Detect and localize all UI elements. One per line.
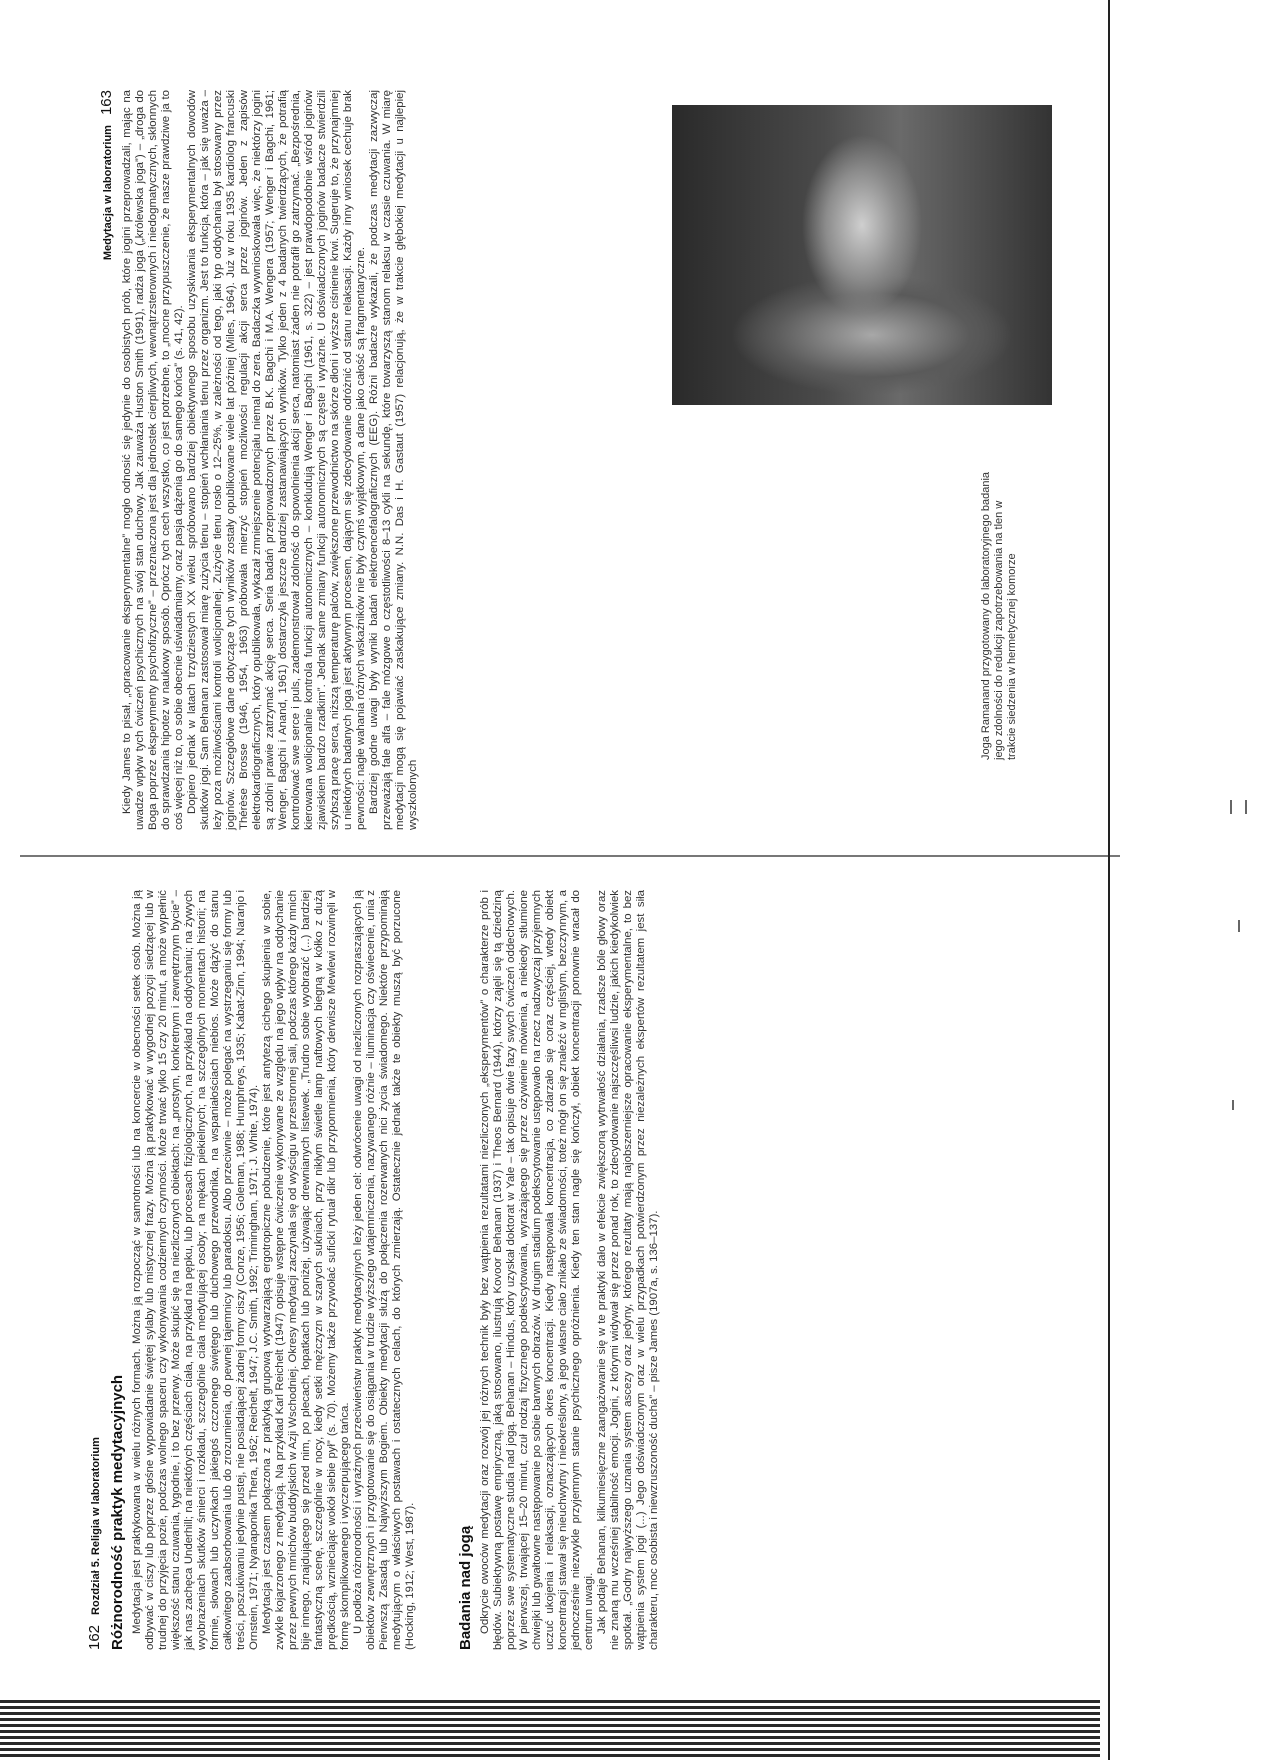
- photo-caption: Joga Ramanand przygotowany do laboratoryjnego badania jego zdolności do redukcji zapotrzebowania na tlen w trakcie siedzenia w hermetycznej komorze: [980, 471, 1018, 760]
- running-head: Medytacja w laboratorium: [102, 125, 114, 261]
- paragraph: Bardziej godne uwagi były wyniki badań elektroencefalograficznych (EEG). Różni badacze wykazali, że podczas medytacji zazwyczaj przeważają fale alfa – fale mózgowe o częstotliwości 8–13 cykli na sekundę, które towarzyszą stanom relaksu w czasie czuwania. W miarę medytacji mogą się pojawiać zaskakujące zmiany. N.N. Das i H. Gastaut (1957) relacjonują, że w trakcie głębokiej medytacji u najlepiej wyszkolonych: [368, 90, 419, 830]
- right-page: [100, 90, 420, 830]
- paragraph: Medytacja jest czasem połączona z praktyką grupową wytwarzającą ergotropiczne pobudzenie, które jest antytezą cichego skupienia w sobie, zwykle kojarzonego z medytacją. Na przykład Karl Reichelt (1947) opisuje wstępne ćwiczenie wykonywane ze względu na jego wpływ na oddychanie przez pewnych mnichów buddyjskich w Azji Wschodniej. Okresy medytacji zaczynała się od wyścigu w przestronnej sali, podczas którego każdy mnich bije innego, znajdującego się przed nim, po plecach, łopatkach lub poniżej, używając drewnianych listewek. „Trudno sobie wyobrazić (...) bardziej fantastyczną scenę, szczególnie w nocy, kiedy setki mężczyzn w szarych sukniach, przy nikłym świetle lamp naftowych biegną w kółko z dużą prędkością, wznieciając wokół siebie pył” (s. 70). Możemy także przywołać sufickí rytuał dikr lub przypomnienia, który derwisze Mewlewi rozwinęli w formę skomplikowanego i wyczerpującego tańca.: [261, 890, 351, 1650]
- right-page-header: [100, 90, 115, 830]
- page-number: 163: [98, 90, 115, 116]
- paragraph: Medytacja jest praktykowana w wielu różnych formach. Można ją rozpocząć w samotności lub na koncercie w obecności setek osób. Można ją odbywać w ciszy lub poprzez głośne wypowiadanie świętej sylaby lub mistycznej frazy. Można ją praktykować w wygodnej pozycji siedzącej lub w trudnej do przyjęcia pozie, podczas wolnego spaceru czy wykonywania codziennych czynności. Może trwać tylko 15 czy 20 minut, a może wypełnić większość stanu czuwania, tygodnie, i to bez przerwy. Może skupić się na niezliczonych obiektach: na „prostym, konkretnym i zewnętrznym bycie” – jak nas zachęca Underhill; na niektórych częściach ciała, na przykład na pępku, lub procesach fizjologicznych, na przykład na oddychaniu; na żywych wyobrażeniach skutków śmierci i rozkładu, szczególnie ciała medytującej osoby; na mękach piekielnych; na szczególnych momentach historii; na formie, słowach lub uczynkach jakiegoś czczonego świętego lub duchowego przewodnika, na wspaniałościach niebios. Może dążyć do stanu całkowitego zaabsorbowania lub do zrozumienia, do pewnej tajemnicy lub paradoksu. Albo przeciwnie – może polegać na wystrzeganiu się formy lub treści, poszukiwaniu jedynie pustej, nie posiadającej żadnej formy ciszy (Conze, 1956; Goleman, 1988; Humphreys, 1935; Kabat-Zinn, 1994; Naranjo i Ornstein, 1971; Nyanaponika Thera, 1962; Reichelt, 1947; J.C. Smith, 1992; Trimingham, 1971; J. White, 1974).: [131, 890, 260, 1650]
- paragraph: Odkrycie owoców medytacji oraz rozwój jej różnych technik były bez wątpienia rezultatami niezliczonych „eksperymentów” o charakterze prób i błędów. Subiektywną postawę empiryczną, jaką stosowano, ilustrują Kovoor Behanan (1937) i Theos Bernard (1944), którzy zajęli się tą dziedziną poprzez swe systematyczne studia nad jogą. Behanan – Hindus, który uzyskał doktorat w Yale – tak opisuje dwie fazy swych ćwiczeń oddechowych. W pierwszej, trwającej 15–20 minut, czuł rodzaj fizycznego podekscytowania, wyrażającego się przez ożywienie mówienia, a niekiedy stłumione chwiejki lub gwałtowne następowanie po sobie barwnych obrazów. W drugim stadium podekscytowanie ustępowało na rzecz nadzwyczaj przyjemnych uczuć ukojenia i relaksacji, oznaczających okres koncentracji. Kiedy następowała koncentracja, co zdarzało się coraz częściej, wtedy obiekt koncentracji stawał się nieuchwytny i nieokreślony, a jego własne ciało znikało ze świadomości, toteż mógł on się znaleźć w mglistym, bezczynnym, a jednocześnie niezwykle przyjemnym stanie psychicznego opróżnienia. Kiedy ten stan nagle się kończył, obiekt koncentracji ponownie wracał do centrum uwagi.: [479, 890, 595, 1650]
- scan-speck: [1238, 920, 1240, 932]
- scanner-edge-stripes: [0, 1700, 1100, 1760]
- section-title: Badania nad jogą: [457, 1525, 474, 1650]
- paragraph: Dopiero jednak w latach trzydziestych XX wieku spróbowano bardziej obiektywnego sposobu uzyskiwania eksperymentalnych dowodów skutków jogi. Sam Behanan zastosował miarę zużycia tlenu – stopień wchłaniania tlenu przez organizm. Jest to funkcja, która – jak się uważa – leży poza możliwościami kontroli wolicjonalnej. Zużycie tlenu rosło o 12–25%, w zależności od tego, jaki typ oddychania był stosowany przez joginów. Szczegółowe dane dotyczące tych wyników zostały opublikowane wiele lat później (Miles, 1964). Już w roku 1935 kardiolog francuski Thérèse Brosse (1946, 1954, 1963) próbowała mierzyć stopień możliwości regulacji akcji serca przez joginów. Jeden z zapisów elektrokardiograficznych, który opublikowała, wykazał zmniejszenie potencjału niemal do zera. Badaczka wywnioskowała więc, że niektórzy jogini są zdolni prawie zatrzymać akcję serca. Seria badań przeprowadzonych przez B.K. Bagchi i M.A. Wengera (1957; Wenger i Bagchi, 1961; Wenger, Bagchi i Anand, 1961) dostarczyła jeszcze bardziej zastanawiających wyników. Tylko jeden z 4 badanych twierdzących, że potrafią kontrolować swe serce i puls, zademonstrował zdolność do spowolnienia akcji serca, natomiast żaden nie potrafił go zatrzymać. „Bezpośrednia, kierowana wolicjonalnie kontrola funkcji autonomicznych – konkludują Wenger i Bagchi (1961, s. 322) – jest prawdopodobnie wśród joginów zjawiskiem bardzo rzadkim”. Jednak same zmiany funkcji autonomicznych są częste i wyraźne. U doświadczonych joginów badacze stwierdzili szybszą pracę serca, niższą temperaturę palców, zwiększone przewodnictwo na skórze dłoni i wyższe ciśnienie krwi. Sugeruje to, że przynajmniej u niektórych badanych joga jest aktywnym procesem, dającym się zdecydowanie odróżnić od stanu relaksacji. Każdy inny wniosek cechuje brak pewności: nagłe wahania różnych wskaźników nie były czymś wyjątkowym, a dane jako całość są fragmentaryczne.: [186, 90, 367, 830]
- paragraph: Jak podaje Behanan, kilkumiesięczne zaangażowanie się w te praktyki dało w efekcie zwiększoną wytrwałość działania, rzadsze bóle głowy oraz nie znaną mu wcześniej stabilność emocji. Jogini, z którymi widywał się przez ponad rok, to zdecydowanie najszczęśliwsi ludzie, jakich kiedykolwiek spotkał. „Godny najwyższego uznania system ascezy oraz jedyny, którego rezultaty mają najobszerniejsze opracowanie eksperymentalne, to bez wątpienia system jogi (...) Jego doświadczonym oraz w wielu przypadkach potwierdzonym przez niezależnych ekspertów rezultatem jest siła charakteru, moc osobista i niewzruszoność ducha” – pisze James (1907a, s. 136–137).: [596, 890, 660, 1650]
- scan-speck: [1232, 1100, 1234, 1110]
- section-title: Różnorodność praktyk medytacyjnych: [109, 1374, 126, 1650]
- left-page-header: [88, 890, 103, 1650]
- paragraph: U podłoża różnorodności i wyraźnych przeciwieństw praktyk medytacyjnych leży jeden cel: odwrócenie uwagi od niezliczonych rozpraszających ją obiektów zewnętrznych i przygotowanie się do osiągania w trudzie wyższego wtajemniczenia, nazywanego różnie – iluminacja czy oświecenie, unia z Pierwszą Zasadą lub Najwyższym Bogiem. Obiekty medytacji służą do połączenia rozerwanych nici życia świadomego. Niektóre przypominają medytującym o właściwych postawach i ostatecznych celach, do których zmierzają. Ostatecznie jednak także te obiekty muszą być porzucone (Hocking, 1912; West, 1987).: [352, 890, 416, 1650]
- book-fold-line: [20, 855, 1120, 857]
- yogi-photo: [672, 105, 1052, 405]
- page-number: 162: [86, 1624, 103, 1650]
- paragraph: Kiedy James to pisał, „opracowanie eksperymentalne” mogło odnosić się jedynie do osobistych prób, które jogini przeprowadzali, mając na uwadze wpływ tych ćwiczeń psychicznych na swój stan duchowy. Jak zauważa Huston Smith (1991), radża joga („królewska joga”) – „droga do Boga poprzez eksperymenty psychofizyczne” – przeznaczona jest dla jednostek cierpliwych, wewnątrzsterownych i niedogmatycznych, skłonnych do sprawdzania hipotez w naukowy sposób. Oprócz tych cech wszystko, co jest potrzebne, to „mocne przypuszczenie, że nasze prawdziwe ja to coś więcej niż to, co sobie obecnie uświadamiamy, oraz pasja dążenia go do samego końca” (s. 41, 42).: [121, 90, 185, 830]
- running-head: Rozdział 5. Religia w laboratorium: [90, 1437, 102, 1615]
- scan-speck: [1245, 800, 1247, 814]
- left-page: [88, 890, 661, 1650]
- scan-speck: [1230, 800, 1232, 814]
- page-edge-line: [1108, 0, 1110, 1760]
